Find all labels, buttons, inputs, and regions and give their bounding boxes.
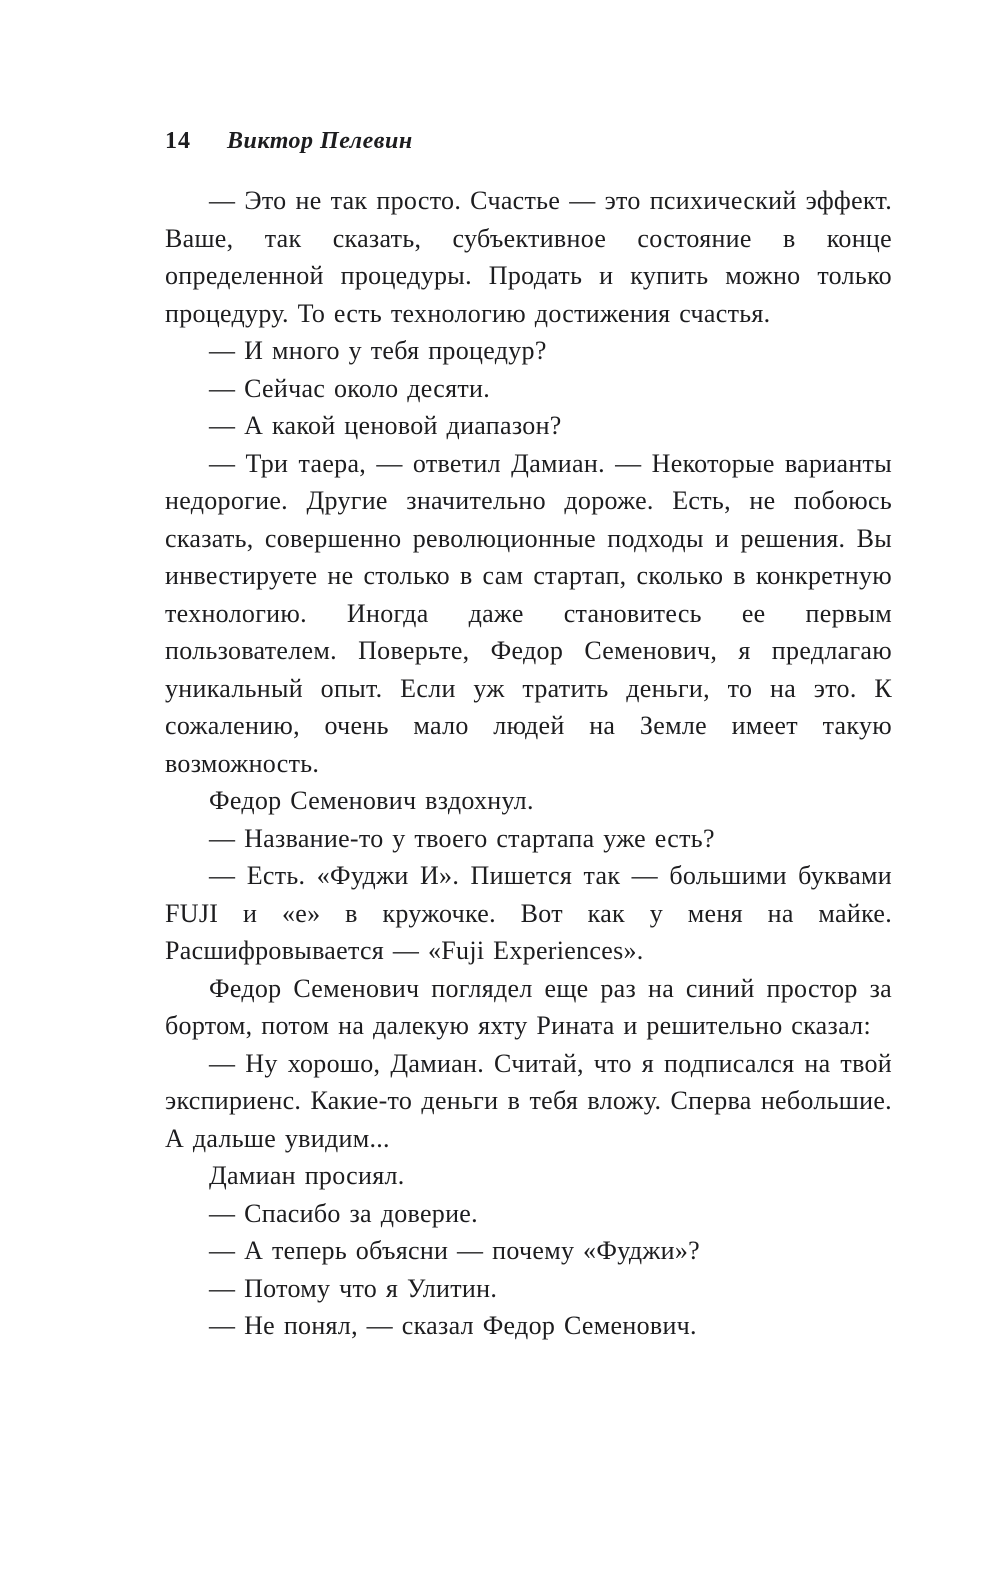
- paragraph: — А теперь объясни — почему «Фуджи»?: [209, 1236, 701, 1265]
- paragraph: Дамиан просиял.: [209, 1161, 405, 1190]
- page-header: [165, 126, 892, 156]
- paragraph: — Спасибо за доверие.: [209, 1198, 478, 1228]
- paragraph: — Это не так просто. Счастье — это психический эффект. Ваше, так сказать, субъективное состояние в конце определенной процедуры. Продать и купить можно только процедуру. То есть технологию достижения счастья.: [165, 186, 892, 328]
- paragraph: — Потому что я Улитин.: [209, 1273, 498, 1303]
- paragraph: — И много у тебя процедур?: [209, 336, 547, 365]
- text-block: [165, 182, 892, 1345]
- author-name: Виктор Пелевин: [227, 128, 413, 154]
- paragraph: — Не понял, — сказал Федор Семенович.: [209, 1311, 697, 1340]
- paragraph: Федор Семенович поглядел еще раз на синий простор за бортом, потом на далекую яхту Рината и решительно сказал:: [165, 973, 892, 1040]
- page-number: 14: [165, 128, 191, 154]
- paragraph: — Сейчас около десяти.: [209, 373, 491, 403]
- paragraph: — Три таера, — ответил Дамиан. — Некоторые варианты недорогие. Другие значительно дороже. Есть, не побоюсь сказать, совершенно революционные подходы и решения. Вы инвестируете не столько в сам стартап, сколько в конкретную технологию. Иногда даже становитесь ее первым пользователем. Поверьте, Федор Семенович, я предлагаю уникальный опыт. Если уж тратить деньги, то на это. К сожалению, очень мало людей на Земле имеет такую возможность.: [165, 448, 892, 778]
- paragraph: — А какой ценовой диапазон?: [209, 411, 562, 440]
- paragraph: — Есть. «Фуджи И». Пишется так — большими буквами FUJI и «е» в кружочке. Вот как у меня на майке. Расшифровывается — «Fuji Experiences».: [165, 861, 892, 965]
- paragraph: Федор Семенович вздохнул.: [209, 786, 534, 815]
- paragraph: — Название-то у твоего стартапа уже есть?: [209, 823, 715, 853]
- paragraph: — Ну хорошо, Дамиан. Считай, что я подписался на твой экспириенс. Какие-то деньги в тебя вложу. Сперва небольшие. А дальше увидим...: [165, 1048, 892, 1153]
